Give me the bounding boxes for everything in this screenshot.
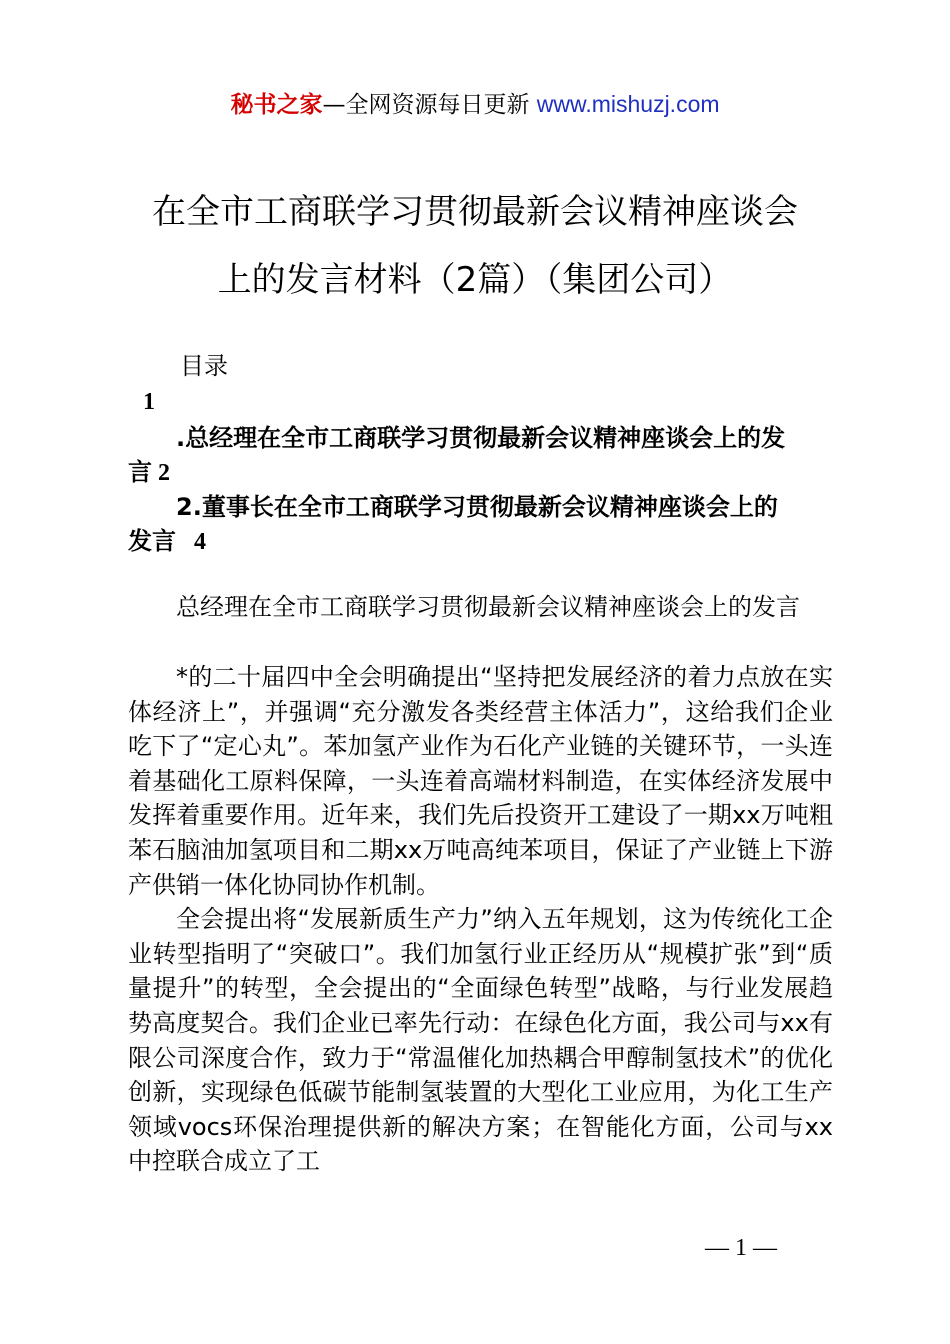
toc-entry-2-continued[interactable] [128,524,833,559]
toc-entry-2[interactable] [128,490,833,524]
site-header [0,88,950,121]
toc-entry-1-number: 1 [143,389,155,415]
paragraph: *的二十届四中全会明确提出“坚持把发展经济的着力点放在实体经济上”，并强调“充分激发各类经营主体活力”，这给我们企业吃下了“定心丸”。苯加氢产业作为石化产业链的关键环节，一头连着基础化工原料保障，一头连着高端材料制造，在实体经济发展中发挥着重要作用。近年来，我们先后投资开工建设了一期xx万吨粗苯石脑油加氢项目和二期xx万吨高纯苯项目，保证了产业链上下游产供销一体化协同协作机制。 [128,663,833,899]
toc-entry-2-text: 2.董事长在全市工商联学习贯彻最新会议精神座谈会上的 [176,493,778,521]
toc-entry-1-text-end: 言 [128,458,152,486]
section-title [128,590,833,625]
section-title-text: 总经理在全市工商联学习贯彻最新会议精神座谈会上的发言 [176,593,800,621]
toc-entry-1-page: 2 [158,460,170,486]
site-tagline: —全网资源每日更新 [322,92,537,118]
paragraph: 全会提出将“发展新质生产力”纳入五年规划，这为传统化工企业转型指明了“突破口”。我们加氢行业正经历从“规模扩张”到“质量提升”的转型，全会提出的“全面绿色转型”战略，与行业发展趋势高度契合。我们企业已率先行动：在绿色化方面，我公司与xx有限公司深度合作，致力于“常温催化加热耦合甲醇制氢技术”的优化创新，实现绿色低碳节能制氢装置的大型化工业应用，为化工生产领域vocs环保治理提供新的解决方案；在智能化方面，公司与xx中控联合成立了工 [128,905,833,1176]
toc-entry-1-text: .总经理在全市工商联学习贯彻最新会议精神座谈会上的发 [176,424,786,452]
page-number: — 1 — [705,1235,777,1261]
document-title-line-2: 上的发言材料（2篇）（集团公司） [217,260,733,300]
site-brand: 秘书之家 [230,92,323,118]
toc-heading: 目录 [180,352,228,380]
section-body [128,660,833,1179]
site-url-link[interactable]: www.mishuzj.com [536,91,720,117]
toc-entry-1[interactable] [128,421,833,455]
toc-entry-2-text-end: 发言 [128,527,176,555]
toc-entry-2-page: 4 [194,529,206,555]
toc-entry-1-continued[interactable] [128,455,833,490]
document-title-line-1: 在全市工商联学习贯彻最新会议精神座谈会 [152,192,798,232]
